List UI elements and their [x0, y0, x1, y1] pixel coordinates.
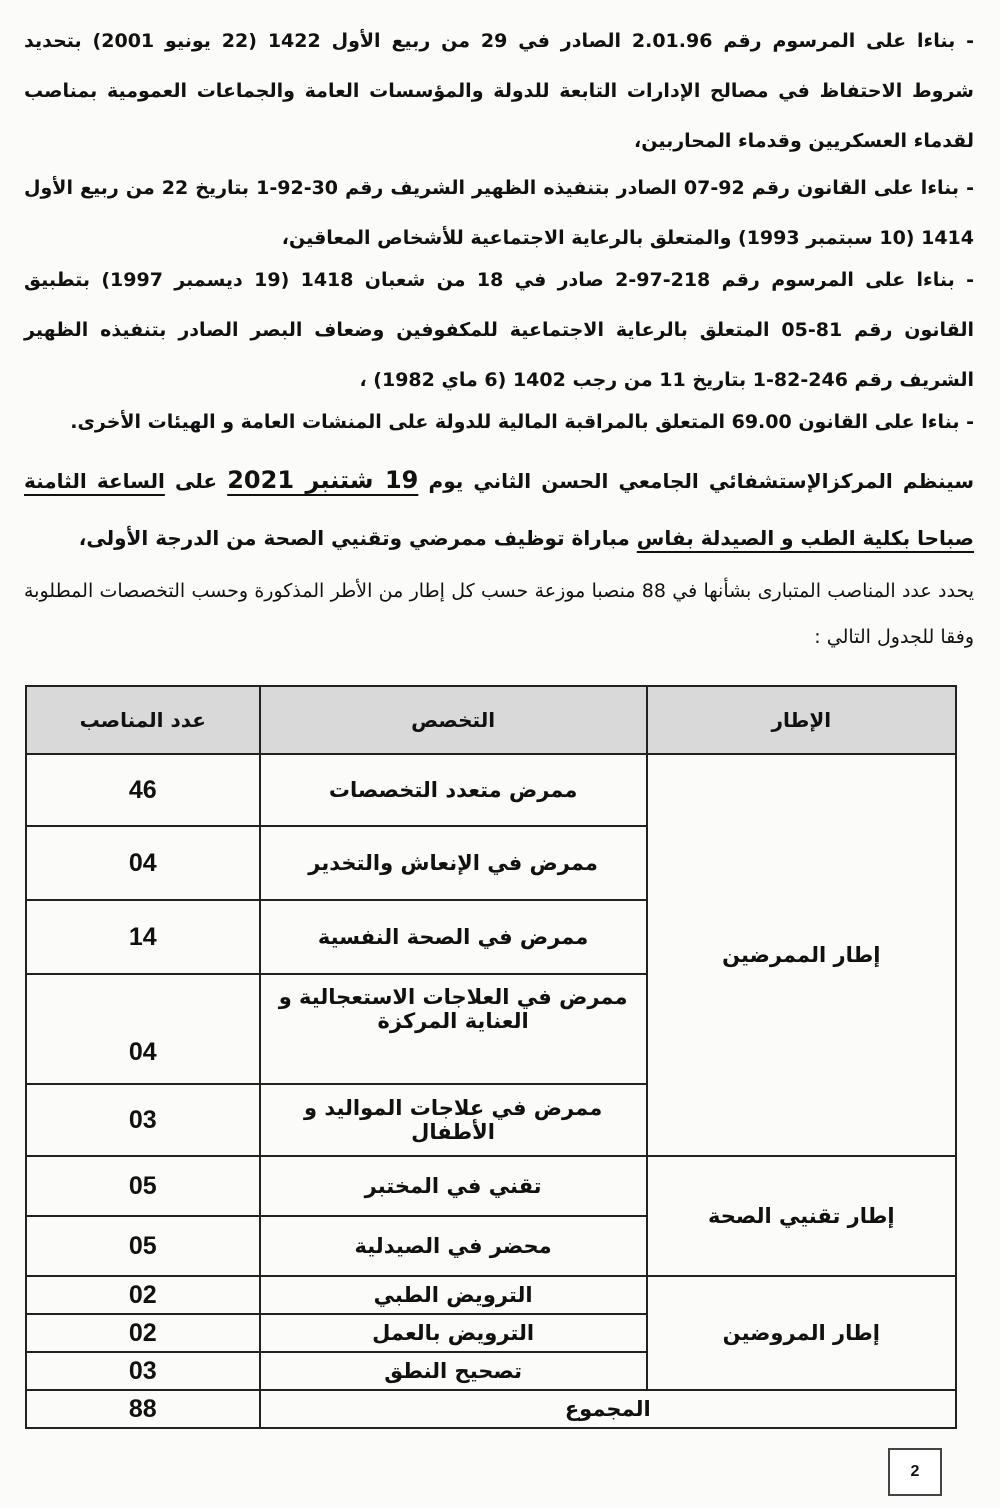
frame-cell-nurses: إطار الممرضين — [647, 754, 956, 1156]
specialty-cell: ممرض في الصحة النفسية — [260, 900, 647, 974]
count-cell: 03 — [26, 1084, 260, 1156]
table-row — [26, 1276, 956, 1314]
specialty-cell: تقني في المختبر — [260, 1156, 647, 1216]
count-cell: 05 — [26, 1216, 260, 1276]
count-cell: 04 — [26, 826, 260, 900]
count-cell: 02 — [26, 1314, 260, 1352]
specialty-cell: ممرض في العلاجات الاستعجالية و العناية المركزة — [260, 974, 647, 1084]
table-header-row — [26, 686, 956, 754]
total-value: 88 — [26, 1390, 260, 1428]
positions-table — [25, 685, 957, 1429]
announcement-intro: سينظم المركزالإستشفائي الجامعي الحسن الثاني يوم — [428, 469, 975, 493]
count-cell: 46 — [26, 754, 260, 826]
paragraph-decree-veterans: - بناءا على المرسوم رقم 2.01.96 الصادر في 29 من ربيع الأول 1422 (22 يونيو 2001) بتحديد شروط الاحتفاظ في مصالح الإدارات التابعة للدولة والمؤسسات العامة والجماعات العمومية بمناصب لقدماء العسكريين وقدماء المحاربين، — [24, 30, 974, 152]
count-cell: 04 — [26, 974, 260, 1084]
count-cell: 03 — [26, 1352, 260, 1390]
table-total-row — [26, 1390, 956, 1428]
announcement-time-place: الساعة الثامنة صباحا بكلية الطب و الصيدلة بفاس — [24, 469, 974, 550]
frame-cell-health-technicians: إطار تقنيي الصحة — [647, 1156, 956, 1276]
announcement-date: 19 شتنبر 2021 — [227, 466, 419, 494]
table-row — [26, 1156, 956, 1216]
specialty-cell: الترويض بالعمل — [260, 1314, 647, 1352]
table-row — [26, 754, 956, 826]
frame-cell-physiotherapists: إطار المروضين — [647, 1276, 956, 1390]
paragraph-positions-intro: يحدد عدد المناصب المتبارى بشأنها في 88 منصبا موزعة حسب كل إطار من الأطر المذكورة وحسب التخصصات المطلوبة وفقا للجدول التالي : — [24, 580, 974, 648]
specialty-cell: ممرض في علاجات المواليد و الأطفال — [260, 1084, 647, 1156]
page-number: 2 — [888, 1448, 942, 1496]
paragraph-decree-blind: - بناءا على المرسوم رقم 218-97-2 صادر في 18 من شعبان 1418 (19 ديسمبر 1997) بتطبيق القانون رقم 81-05 المتعلق بالرعاية الاجتماعية للمكفوفين وضعاف البصر الصادر بتنفيذه الظهير الشريف رقم 246-82-1 بتاريخ 11 من رجب 1402 (6 ماي 1982) ، — [24, 269, 974, 391]
header-specialty: التخصص — [260, 686, 647, 754]
specialty-cell: محضر في الصيدلية — [260, 1216, 647, 1276]
total-label: المجموع — [260, 1390, 956, 1428]
announcement-exam: مباراة توظيف ممرضي وتقنيي الصحة من الدرجة الأولى، — [78, 526, 630, 550]
count-cell: 02 — [26, 1276, 260, 1314]
specialty-cell: تصحيح النطق — [260, 1352, 647, 1390]
header-count: عدد المناصب — [26, 686, 260, 754]
specialty-cell: الترويض الطبي — [260, 1276, 647, 1314]
header-frame: الإطار — [647, 686, 956, 754]
count-cell: 14 — [26, 900, 260, 974]
count-cell: 05 — [26, 1156, 260, 1216]
specialty-cell: ممرض متعدد التخصصات — [260, 754, 647, 826]
paragraph-law-financial-control: - بناءا على القانون 69.00 المتعلق بالمراقبة المالية للدولة على المنشات العامة و الهيئات الأخرى. — [70, 411, 974, 433]
announcement-at: على — [175, 469, 218, 493]
specialty-cell: ممرض في الإنعاش والتخدير — [260, 826, 647, 900]
paragraph-announcement — [24, 452, 974, 567]
paragraph-law-disabled: - بناءا على القانون رقم 92-07 الصادر بتنفيذه الظهير الشريف رقم 30-92-1 بتاريخ 22 من ربيع الأول 1414 (10 سبتمبر 1993) والمتعلق بالرعاية الاجتماعية للأشخاص المعاقين، — [24, 177, 974, 249]
